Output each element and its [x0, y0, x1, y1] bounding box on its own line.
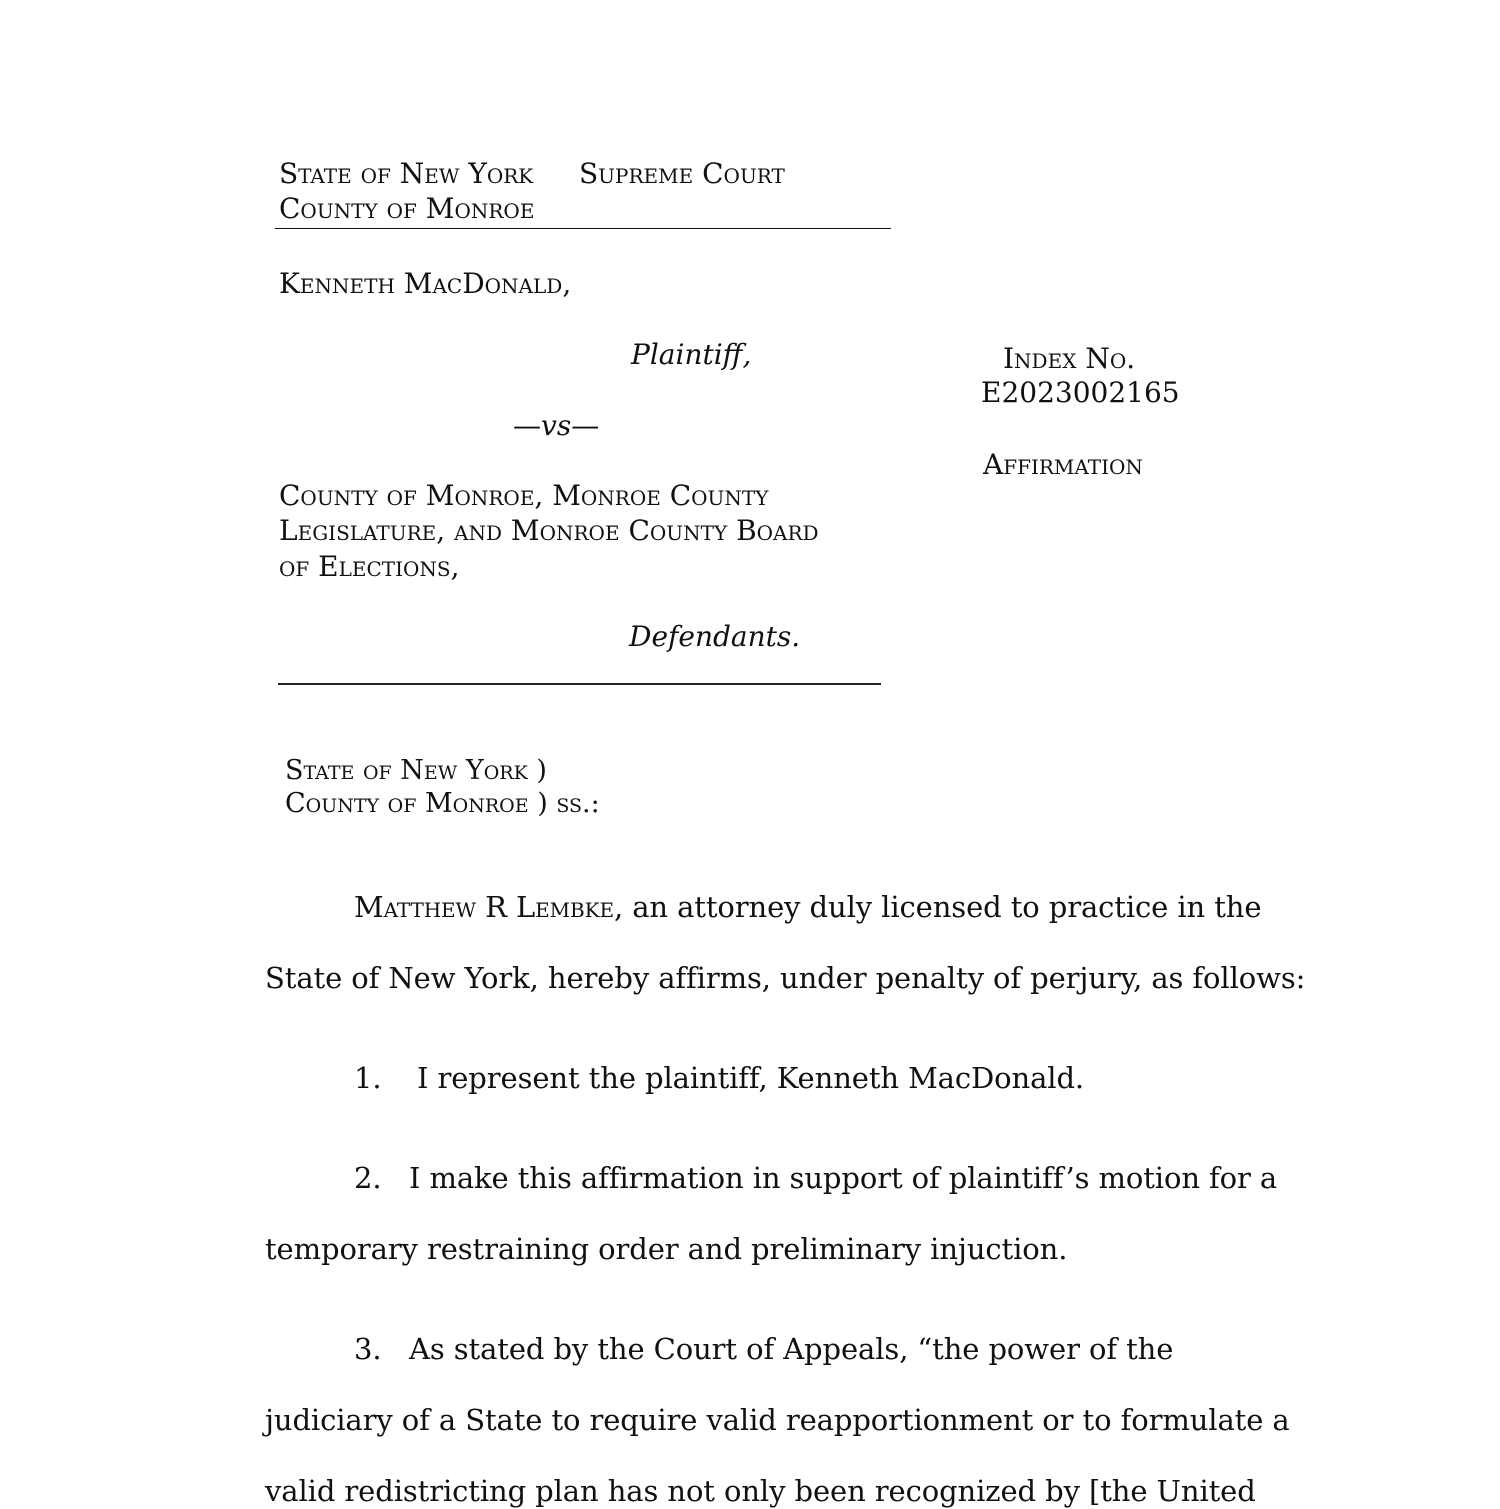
defendants-line-1: County of Monroe, Monroe County	[279, 479, 769, 512]
paragraph-3-line-3: valid redistricting plan has not only been recognized by [the United	[265, 1474, 1256, 1508]
venue-county	[285, 786, 600, 821]
versus-label: —vs—	[513, 409, 600, 442]
paragraph-3-line-1: As stated by the Court of Appeals, “the power of the	[409, 1332, 1174, 1366]
paragraph-1-line-1: I represent the plaintiff, Kenneth MacDonald.	[417, 1061, 1085, 1095]
index-number-label: Index No.	[1003, 342, 1136, 375]
paragraph-3-number: 3.	[354, 1332, 382, 1366]
intro-line-1-rest: , an attorney duly licensed to practice in the	[613, 890, 1262, 924]
paragraph-2-line-2: temporary restraining order and preliminary injuction.	[265, 1232, 1068, 1266]
plaintiff-role: Plaintiff,	[631, 338, 752, 371]
paragraph-2-number: 2.	[354, 1161, 382, 1195]
affiant-name: Matthew R Lembke	[354, 890, 614, 924]
venue-state: State of New York )	[285, 755, 547, 786]
plaintiff-name: Kenneth MacDonald,	[279, 267, 572, 300]
defendants-line-2: Legislature, and Monroe County Board	[279, 514, 819, 547]
caption-bottom-rule	[278, 683, 881, 685]
venue-ss: ss.:	[556, 788, 600, 819]
paragraph-3-line-2: judiciary of a State to require valid reapportionment or to formulate a	[265, 1403, 1290, 1437]
court-state-label: State of New York	[279, 157, 534, 190]
court-name-label: Supreme Court	[579, 157, 785, 190]
document-type-label: Affirmation	[983, 448, 1143, 481]
caption-top-rule	[275, 228, 891, 229]
intro-line-2: State of New York, hereby affirms, under penalty of perjury, as follows:	[265, 961, 1306, 995]
court-county-label: County of Monroe	[279, 192, 535, 225]
paragraph-1-number: 1.	[354, 1061, 382, 1095]
defendants-role: Defendants.	[629, 620, 801, 653]
paragraph-2-line-1: I make this affirmation in support of plaintiff’s motion for a	[409, 1161, 1278, 1195]
intro-line-1	[354, 889, 1261, 925]
venue-county-text: County of Monroe )	[285, 788, 548, 819]
index-number-value: E2023002165	[981, 376, 1180, 409]
defendants-line-3: of Elections,	[279, 550, 460, 583]
